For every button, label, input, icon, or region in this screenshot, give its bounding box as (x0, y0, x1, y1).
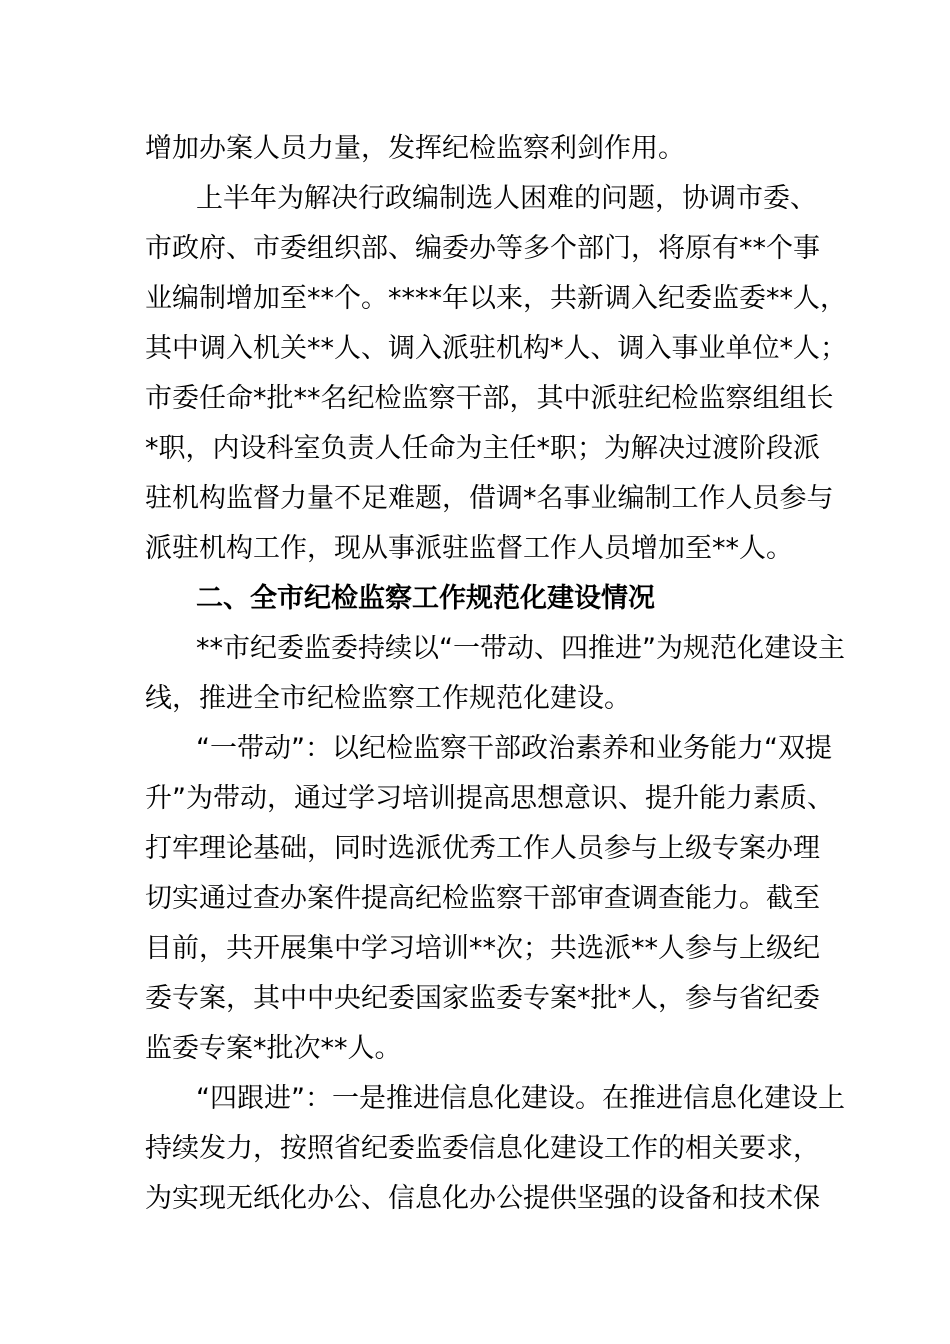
paragraph-start-line: “一带动”：以纪检监察干部政治素养和业务能力“双提 (196, 733, 832, 764)
text-line-22: 为实现无纸化办公、信息化办公提供坚强的设备和技术保 (145, 1183, 820, 1214)
text-line-6: 市委任命*批**名纪检监察干部，其中派驻纪检监察组组长 (145, 383, 834, 414)
paragraph-start-line: **市纪委监委持续以“一带动、四推进”为规范化建设主 (196, 633, 845, 664)
text-line-4: 业编制增加至**个。****年以来，共新调入纪委监委**人， (145, 283, 847, 314)
text-line-8: 驻机构监督力量不足难题，借调*名事业编制工作人员参与 (145, 483, 834, 514)
text-line-18: 委专案，其中中央纪委国家监委专案*批*人，参与省纪委 (145, 983, 820, 1014)
paragraph-start-line: “四跟进”：一是推进信息化建设。在推进信息化建设上 (196, 1083, 845, 1114)
text-line-19: 监委专案*批次**人。 (145, 1033, 402, 1064)
paragraph-start-line: 上半年为解决行政编制选人困难的问题，协调市委、 (196, 183, 817, 214)
section-heading: 二、全市纪检监察工作规范化建设情况 (196, 583, 655, 614)
text-line-9: 派驻机构工作，现从事派驻监督工作人员增加至**人。 (145, 533, 793, 564)
text-line-12: 线，推进全市纪检监察工作规范化建设。 (145, 683, 631, 714)
text-line-14: 升”为带动，通过学习培训提高思想意识、提升能力素质、 (145, 783, 834, 814)
text-line-3: 市政府、市委组织部、编委办等多个部门，将原有**个事 (145, 233, 820, 264)
text-line-17: 目前，共开展集中学习培训**次；共选派**人参与上级纪 (145, 933, 820, 964)
text-line-16: 切实通过查办案件提高纪检监察干部审查调查能力。截至 (145, 883, 820, 914)
text-line-21: 持续发力，按照省纪委监委信息化建设工作的相关要求， (145, 1133, 820, 1164)
text-line-7: *职，内设科室负责人任命为主任*职；为解决过渡阶段派 (145, 433, 820, 464)
text-line-1: 增加办案人员力量，发挥纪检监察利剑作用。 (145, 133, 685, 164)
text-line-15: 打牢理论基础，同时选派优秀工作人员参与上级专案办理 (145, 833, 820, 864)
text-line-5: 其中调入机关**人、调入派驻机构*人、调入事业单位*人； (145, 333, 847, 364)
